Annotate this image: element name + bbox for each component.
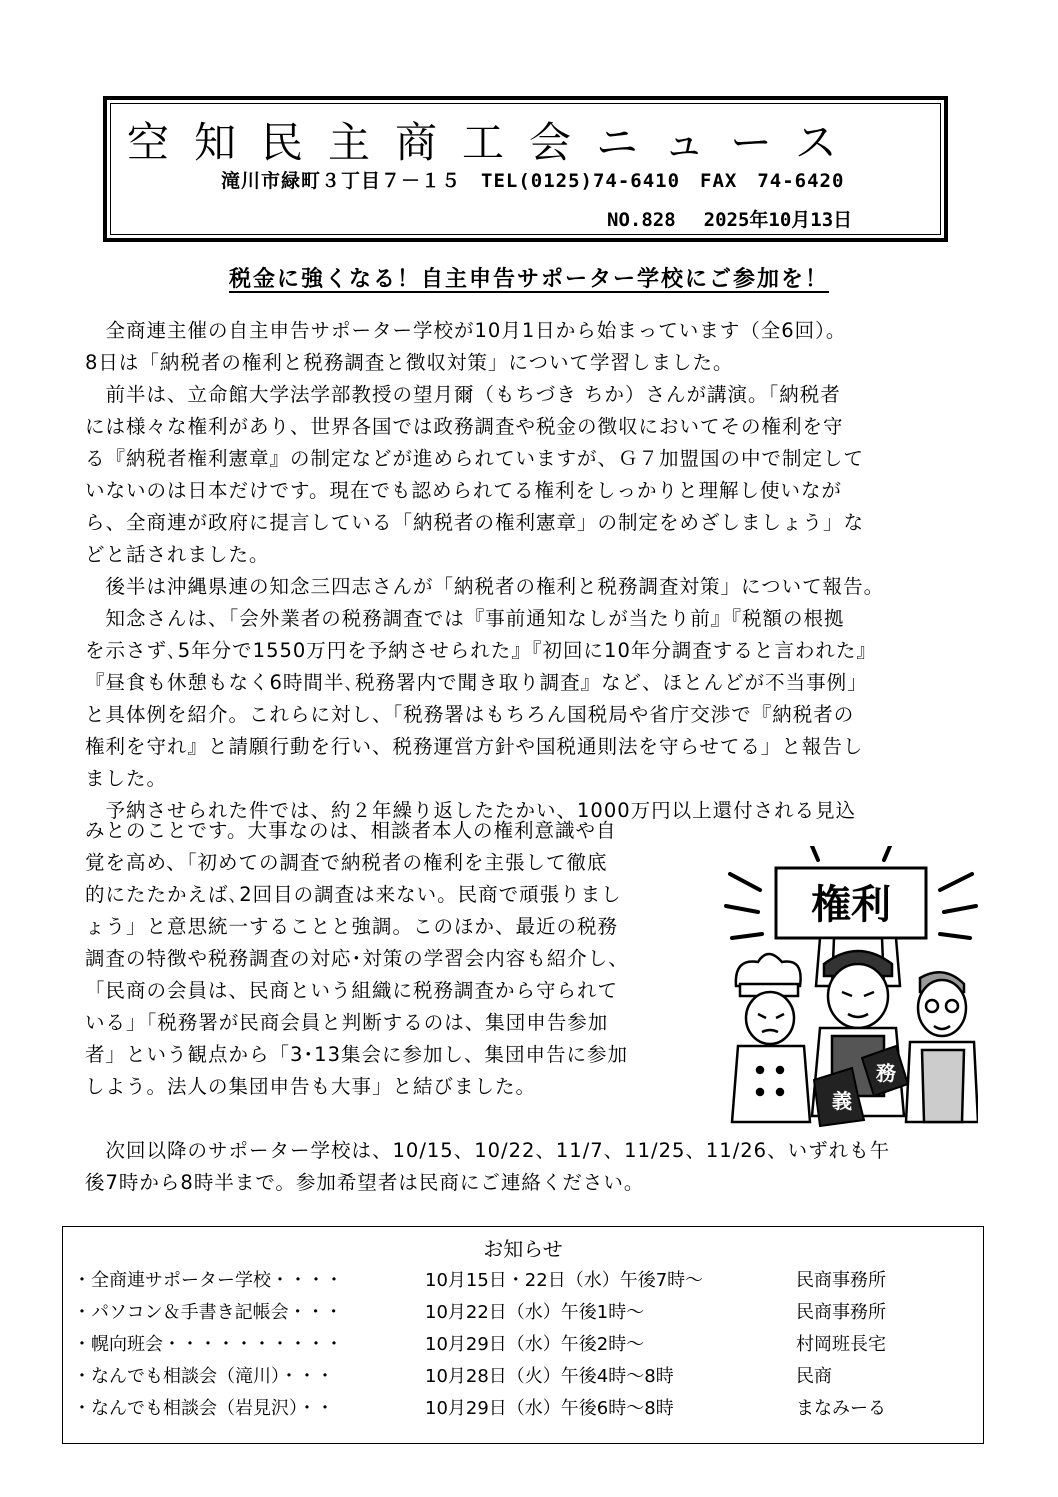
issue-date: 2025年10月13日: [703, 209, 853, 231]
notice-row: [73, 1393, 973, 1425]
notice-when: 10月29日（水）午後6時～8時: [425, 1398, 674, 1419]
notice-row: [73, 1361, 973, 1393]
masthead-inner-border: [110, 103, 941, 235]
body-line: 「民商の会員は、民商という組織に税務調査から守られて: [85, 979, 619, 1002]
body-line: 予納させられた件では、約２年繰り返したたかい、1000万円以上還付される見込: [85, 799, 857, 822]
body-line: を示さず､5年分で1550万円を予納させられた』『初回に10年分調査すると言われた』: [85, 639, 877, 662]
issue-number: NO.828: [607, 209, 676, 231]
body-line: には様々な権利があり、世界各国では政務調査や税金の徴収においてその権利を守: [85, 415, 844, 438]
body-line: どと話されました。: [85, 543, 270, 566]
body-line: 後半は沖縄県連の知念三四志さんが「納税者の権利と税務調査対策」について報告。: [85, 575, 885, 598]
article-body-tail: [85, 1135, 985, 1199]
notice-row: [73, 1265, 973, 1297]
notice-row: [73, 1297, 973, 1329]
masthead: [103, 96, 948, 242]
notice-event: ・なんでも相談会（岩見沢）・・: [73, 1398, 334, 1419]
notice-where: まなみーる: [796, 1398, 886, 1419]
notice-event: ・なんでも相談会（滝川）・・・: [73, 1366, 334, 1387]
contact-address: 滝川市緑町３丁目７－１５ TEL(0125)74-6410 FAX 74-6420: [221, 170, 845, 192]
body-line: ょう」と意思統一することと強調。このほか、最近の税務: [85, 915, 619, 938]
body-line: みとのことです。大事なのは、相談者本人の権利意識や自: [85, 819, 617, 842]
notice-when: 10月29日（水）午後2時～: [425, 1334, 645, 1355]
notice-where: 村岡班長宅: [796, 1334, 886, 1355]
elder-person: [906, 972, 978, 1122]
notice-where: 民商: [796, 1366, 832, 1387]
notice-list: [73, 1265, 973, 1425]
body-line: ら、全商連が政府に提言している「納税者の権利憲章」の制定をめざしましょう」な: [85, 511, 865, 534]
broken-text-right: 務: [876, 1061, 896, 1085]
body-line: 調査の特徴や税務調査の対応･対策の学習会内容も紹介し、: [85, 947, 629, 970]
article-headline: [0, 262, 1058, 293]
broken-text-left: 義: [832, 1089, 852, 1113]
body-line: ました。: [85, 767, 168, 790]
body-line: 後7時から8時半まで。参加希望者は民商にご連絡ください。: [85, 1171, 645, 1194]
issue-info: [607, 205, 852, 232]
notice-row: [73, 1329, 973, 1361]
article-body-full: [85, 315, 985, 827]
body-line: る『納税者権利憲章』の制定などが進められていますが、Ｇ７加盟国の中で制定して: [85, 447, 865, 470]
body-line: 全商連主催の自主申告サポーター学校が10月1日から始まっています（全6回）。: [85, 319, 847, 342]
chef-person: [732, 954, 810, 1122]
notice-title: お知らせ: [483, 1237, 563, 1261]
notice-event: ・幌向班会・・・・・・・・・・: [73, 1334, 343, 1355]
notice-when: 10月28日（火）午後4時～8時: [425, 1366, 674, 1387]
article-body-wrapped: [85, 815, 725, 1103]
sign-text: 権利: [811, 882, 891, 928]
body-line: 『昼食も休憩もなく6時間半､税務署内で聞き取り調査』など、ほとんどが不当事例」: [85, 671, 868, 694]
body-line: いないのは日本だけです。現在でも認められてる権利をしっかりと理解し使いなが: [85, 479, 842, 502]
notice-when: 10月15日・22日（水）午後7時～: [425, 1270, 704, 1291]
notice-event: ・パソコン＆手書き記帳会・・・: [73, 1302, 343, 1323]
body-line: しよう。法人の集団申告も大事」と結びました。: [85, 1075, 537, 1098]
notice-where: 民商事務所: [796, 1270, 886, 1291]
body-line: 8日は「納税者の権利と税務調査と徴収対策」について学習しました。: [85, 351, 734, 374]
notice-box: [62, 1226, 984, 1444]
body-line: 権利を守れ』と請願行動を行い、税務運営方針や国税通則法を守らせてる」と報告し: [85, 735, 864, 758]
body-line: 的にたたかえば､2回目の調査は来ない。民商で頑張りまし: [85, 883, 622, 906]
notice-where: 民商事務所: [796, 1302, 886, 1323]
body-line: 前半は、立命館大学法学部教授の望月爾（もちづき ちか）さんが講演。「納税者: [85, 383, 841, 406]
rights-protest-illustration: [724, 846, 978, 1130]
body-line: 次回以降のサポーター学校は、10/15、10/22、11/7、11/25、11/26、いずれも午: [85, 1139, 891, 1162]
newsletter-title: 空知民主商工会ニュース: [127, 118, 862, 167]
body-line: 知念さんは、「会外業者の税務調査では『事前通知なしが当たり前』『税額の根拠: [85, 607, 845, 630]
body-line: 覚を高め、「初めての調査で納税者の権利を主張して徹底: [85, 851, 608, 874]
body-line: いる」「税務署が民商会員と判断するのは、集団申告参加: [85, 1011, 609, 1034]
body-line: 者」という観点から「3･13集会に参加し、集団申告に参加: [85, 1043, 628, 1066]
notice-event: ・全商連サポーター学校・・・・: [73, 1270, 343, 1291]
body-line: と具体例を紹介。これらに対し、「税務署はもちろん国税局や省庁交渉で『納税者の: [85, 703, 855, 726]
notice-when: 10月22日（水）午後1時～: [425, 1302, 645, 1323]
headline-text: 税金に強くなる！自主申告サポーター学校にご参加を！: [228, 267, 829, 292]
